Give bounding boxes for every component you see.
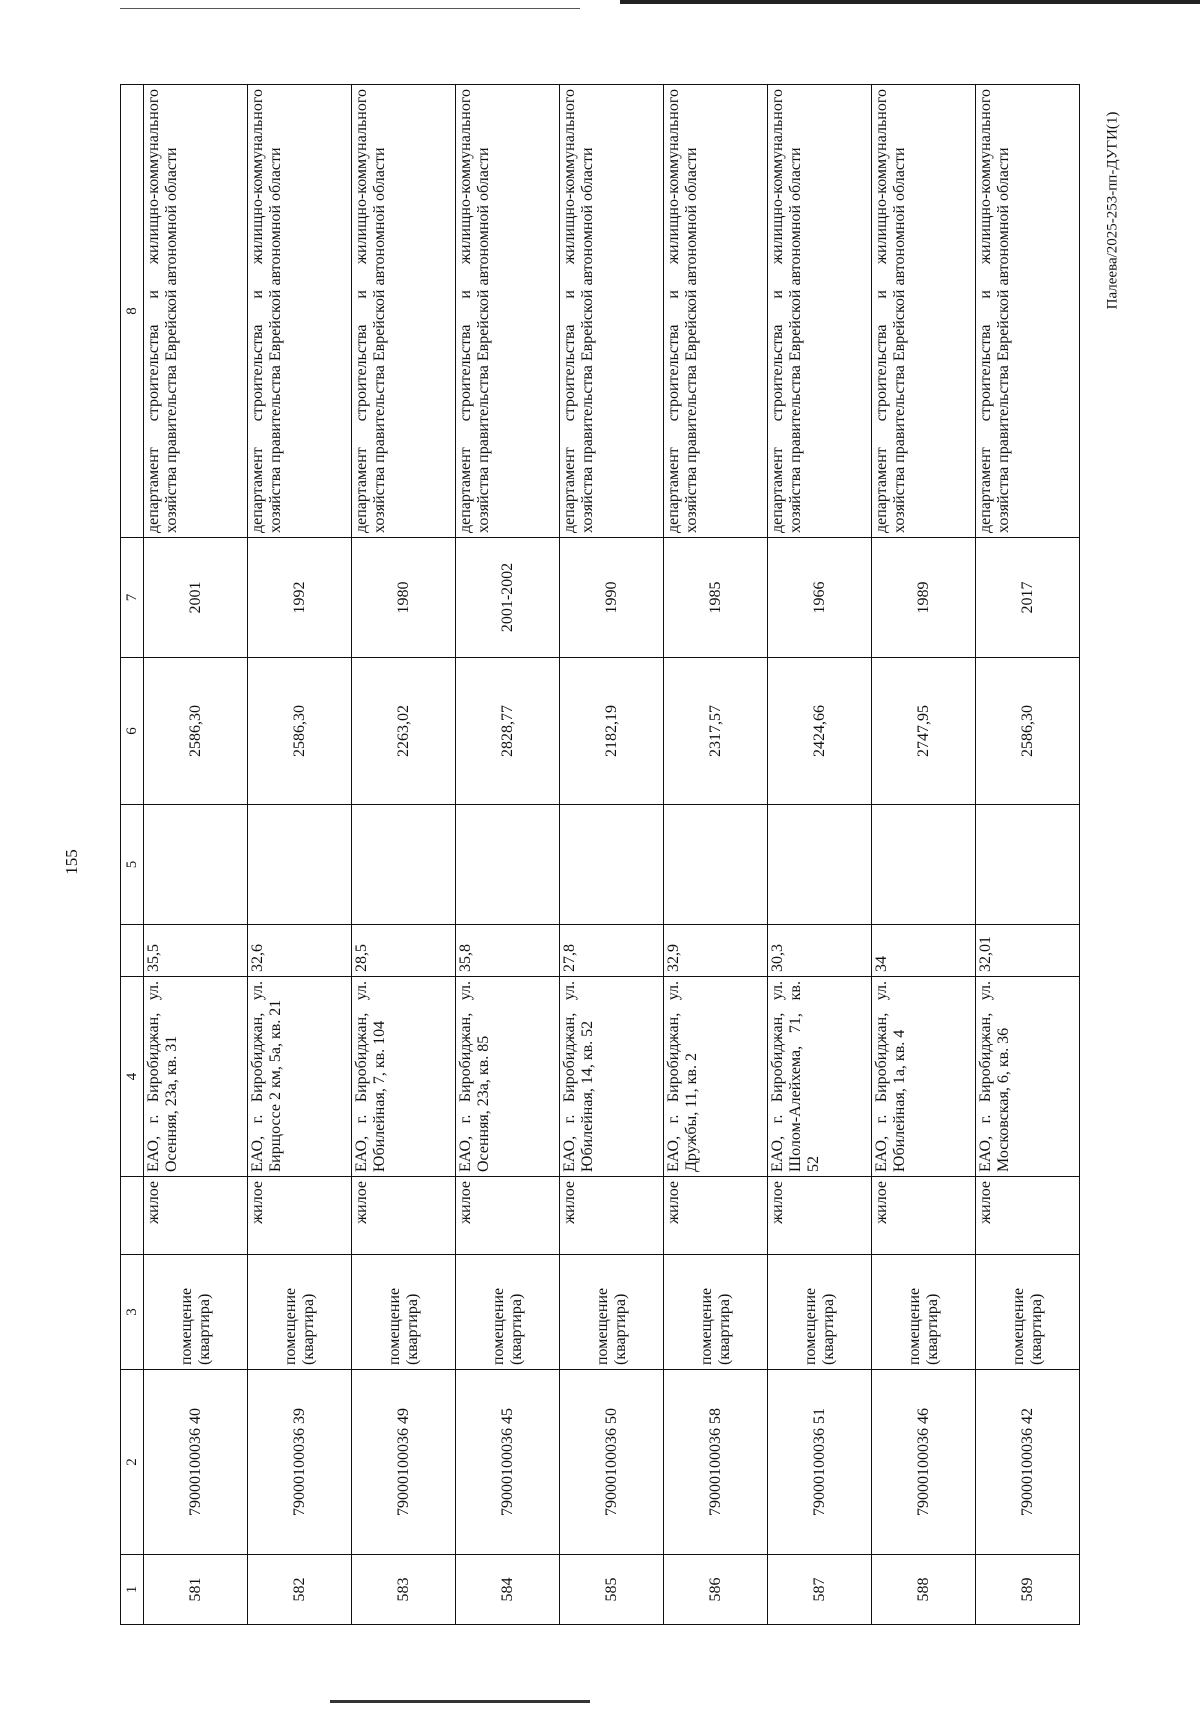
object-purpose: жилое bbox=[560, 1177, 664, 1255]
object-value: 2263,02 bbox=[352, 658, 456, 805]
row-number: 584 bbox=[456, 1555, 560, 1625]
object-owner: департамент строительства и жилищно-коммунального хозяйства правительства Еврейской автономной области bbox=[560, 85, 664, 538]
object-area: 32,01 bbox=[976, 925, 1080, 977]
object-purpose: жилое bbox=[456, 1177, 560, 1255]
column-number-7: 7 bbox=[121, 538, 144, 658]
cadastral-number: 79000100036 49 bbox=[352, 1370, 456, 1555]
object-year: 1989 bbox=[872, 538, 976, 658]
column-5-value bbox=[144, 805, 248, 925]
object-area: 34 bbox=[872, 925, 976, 977]
column-number-6: 6 bbox=[121, 658, 144, 805]
object-area: 32,6 bbox=[248, 925, 352, 977]
object-area: 27,8 bbox=[560, 925, 664, 977]
cadastral-number: 79000100036 46 bbox=[872, 1370, 976, 1555]
object-type: помещение (квартира) bbox=[248, 1255, 352, 1370]
object-purpose: жилое bbox=[976, 1177, 1080, 1255]
table-row bbox=[248, 85, 352, 1625]
object-address: ЕАО, г. Биробиджан, ул. Шолом-Алейхема, 71, кв. 52 bbox=[768, 977, 872, 1177]
object-type: помещение (квартира) bbox=[352, 1255, 456, 1370]
object-owner: департамент строительства и жилищно-коммунального хозяйства правительства Еврейской автономной области bbox=[664, 85, 768, 538]
object-value: 2317,57 bbox=[664, 658, 768, 805]
object-area: 35,5 bbox=[144, 925, 248, 977]
object-owner: департамент строительства и жилищно-коммунального хозяйства правительства Еврейской автономной области bbox=[872, 85, 976, 538]
object-purpose: жилое bbox=[664, 1177, 768, 1255]
object-purpose: жилое bbox=[144, 1177, 248, 1255]
object-type: помещение (квартира) bbox=[560, 1255, 664, 1370]
object-address: ЕАО, г. Биробиджан, ул. Осенняя, 23а, кв. 85 bbox=[456, 977, 560, 1177]
object-type: помещение (квартира) bbox=[872, 1255, 976, 1370]
scan-edge-line-bottom bbox=[330, 1700, 590, 1703]
object-year: 1966 bbox=[768, 538, 872, 658]
object-address: ЕАО, г. Биробиджан, ул. Бирщоссе 2 км, 5а, кв. 21 bbox=[248, 977, 352, 1177]
table-row bbox=[872, 85, 976, 1625]
scan-edge-line-top-thin bbox=[120, 8, 580, 9]
column-5-value bbox=[352, 805, 456, 925]
object-year: 1985 bbox=[664, 538, 768, 658]
footer-document-code bbox=[1098, 80, 1128, 340]
object-type: помещение (квартира) bbox=[768, 1255, 872, 1370]
column-number-4b bbox=[121, 925, 144, 977]
column-number-row bbox=[121, 85, 144, 1625]
object-year: 1980 bbox=[352, 538, 456, 658]
object-owner: департамент строительства и жилищно-коммунального хозяйства правительства Еврейской автономной области bbox=[456, 85, 560, 538]
row-number: 582 bbox=[248, 1555, 352, 1625]
object-value: 2586,30 bbox=[248, 658, 352, 805]
cadastral-number: 79000100036 51 bbox=[768, 1370, 872, 1555]
object-purpose: жилое bbox=[768, 1177, 872, 1255]
object-area: 32,9 bbox=[664, 925, 768, 977]
table-row bbox=[560, 85, 664, 1625]
object-area: 35,8 bbox=[456, 925, 560, 977]
object-area: 30,3 bbox=[768, 925, 872, 977]
page-number-text: 155 bbox=[62, 849, 81, 875]
rotated-page-content bbox=[120, 85, 1080, 1625]
object-type: помещение (квартира) bbox=[664, 1255, 768, 1370]
object-purpose: жилое bbox=[248, 1177, 352, 1255]
object-value: 2586,30 bbox=[976, 658, 1080, 805]
object-owner: департамент строительства и жилищно-коммунального хозяйства правительства Еврейской автономной области bbox=[352, 85, 456, 538]
object-type: помещение (квартира) bbox=[456, 1255, 560, 1370]
object-owner: департамент строительства и жилищно-коммунального хозяйства правительства Еврейской автономной области bbox=[976, 85, 1080, 538]
cadastral-number: 79000100036 45 bbox=[456, 1370, 560, 1555]
object-type: помещение (квартира) bbox=[144, 1255, 248, 1370]
object-owner: департамент строительства и жилищно-коммунального хозяйства правительства Еврейской автономной области bbox=[768, 85, 872, 538]
column-number-3: 3 bbox=[121, 1255, 144, 1370]
column-number-1: 1 bbox=[121, 1555, 144, 1625]
object-value: 2586,30 bbox=[144, 658, 248, 805]
property-table bbox=[120, 84, 1080, 1625]
object-address: ЕАО, г. Биробиджан, ул. Дружбы, 11, кв. 2 bbox=[664, 977, 768, 1177]
object-year: 1990 bbox=[560, 538, 664, 658]
table-row bbox=[144, 85, 248, 1625]
column-5-value bbox=[768, 805, 872, 925]
column-number-3b bbox=[121, 1177, 144, 1255]
cadastral-number: 79000100036 50 bbox=[560, 1370, 664, 1555]
object-purpose: жилое bbox=[352, 1177, 456, 1255]
column-number-4: 4 bbox=[121, 977, 144, 1177]
page-number bbox=[60, 842, 84, 882]
object-value: 2828,77 bbox=[456, 658, 560, 805]
object-type: помещение (квартира) bbox=[976, 1255, 1080, 1370]
row-number: 589 bbox=[976, 1555, 1080, 1625]
object-address: ЕАО, г. Биробиджан, ул. Московская, 6, кв. 36 bbox=[976, 977, 1080, 1177]
object-year: 2001-2002 bbox=[456, 538, 560, 658]
table-row bbox=[976, 85, 1080, 1625]
cadastral-number: 79000100036 39 bbox=[248, 1370, 352, 1555]
object-owner: департамент строительства и жилищно-коммунального хозяйства правительства Еврейской автономной области bbox=[144, 85, 248, 538]
column-number-5: 5 bbox=[121, 805, 144, 925]
object-owner: департамент строительства и жилищно-коммунального хозяйства правительства Еврейской автономной области bbox=[248, 85, 352, 538]
scan-edge-line-top bbox=[620, 0, 1200, 4]
column-5-value bbox=[560, 805, 664, 925]
table-row bbox=[456, 85, 560, 1625]
cadastral-number: 79000100036 58 bbox=[664, 1370, 768, 1555]
row-number: 586 bbox=[664, 1555, 768, 1625]
object-value: 2424,66 bbox=[768, 658, 872, 805]
table-row bbox=[768, 85, 872, 1625]
row-number: 585 bbox=[560, 1555, 664, 1625]
object-address: ЕАО, г. Биробиджан, ул. Юбилейная, 1а, кв. 4 bbox=[872, 977, 976, 1177]
column-5-value bbox=[976, 805, 1080, 925]
object-address: ЕАО, г. Биробиджан, ул. Юбилейная, 14, кв. 52 bbox=[560, 977, 664, 1177]
object-value: 2182,19 bbox=[560, 658, 664, 805]
object-year: 2017 bbox=[976, 538, 1080, 658]
column-5-value bbox=[456, 805, 560, 925]
row-number: 581 bbox=[144, 1555, 248, 1625]
footer-document-code-text: Палеева/2025-253-пп-ДУГИ(1) bbox=[1104, 111, 1121, 309]
row-number: 588 bbox=[872, 1555, 976, 1625]
column-5-value bbox=[664, 805, 768, 925]
column-5-value bbox=[872, 805, 976, 925]
object-value: 2747,95 bbox=[872, 658, 976, 805]
cadastral-number: 79000100036 40 bbox=[144, 1370, 248, 1555]
object-year: 1992 bbox=[248, 538, 352, 658]
table-row bbox=[664, 85, 768, 1625]
object-year: 2001 bbox=[144, 538, 248, 658]
object-address: ЕАО, г. Биробиджан, ул. Осенняя, 23а, кв. 31 bbox=[144, 977, 248, 1177]
row-number: 583 bbox=[352, 1555, 456, 1625]
column-number-2: 2 bbox=[121, 1370, 144, 1555]
row-number: 587 bbox=[768, 1555, 872, 1625]
object-area: 28,5 bbox=[352, 925, 456, 977]
table-row bbox=[352, 85, 456, 1625]
cadastral-number: 79000100036 42 bbox=[976, 1370, 1080, 1555]
column-5-value bbox=[248, 805, 352, 925]
column-number-8: 8 bbox=[121, 85, 144, 538]
object-purpose: жилое bbox=[872, 1177, 976, 1255]
object-address: ЕАО, г. Биробиджан, ул. Юбилейная, 7, кв. 104 bbox=[352, 977, 456, 1177]
